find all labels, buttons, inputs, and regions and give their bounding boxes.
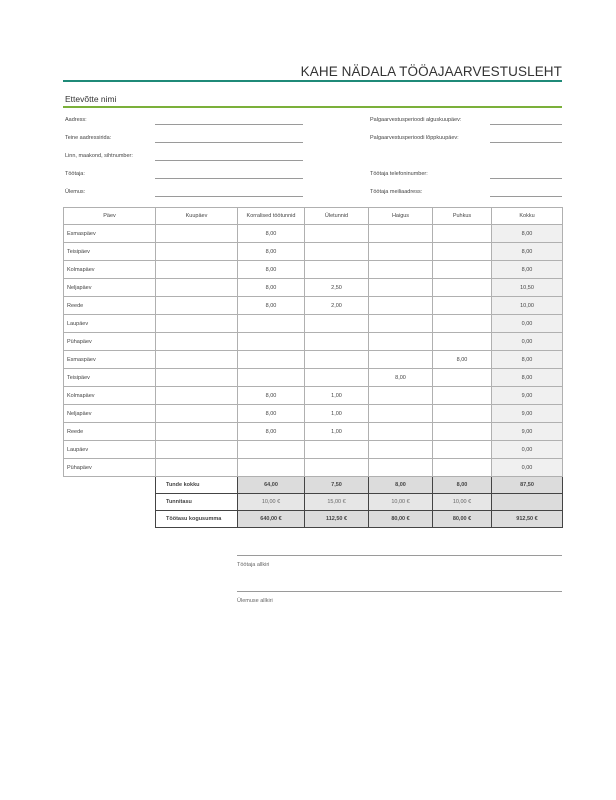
day-cell: Pühapäev — [64, 459, 156, 477]
date-cell[interactable] — [156, 405, 238, 423]
phone-field[interactable] — [490, 178, 562, 179]
sick-cell[interactable] — [369, 297, 433, 315]
date-cell[interactable] — [156, 441, 238, 459]
date-cell[interactable] — [156, 423, 238, 441]
overtime-cell[interactable] — [305, 261, 369, 279]
summary-label: Tunnitasu — [156, 494, 238, 511]
sick-cell[interactable] — [369, 441, 433, 459]
regular-cell[interactable]: 8,00 — [238, 261, 305, 279]
day-cell: Reede — [64, 297, 156, 315]
vacation-cell[interactable] — [433, 261, 492, 279]
date-cell[interactable] — [156, 387, 238, 405]
table-row — [64, 279, 563, 297]
summary-cell: 8,00 — [369, 477, 433, 494]
sick-cell[interactable] — [369, 261, 433, 279]
timesheet-table — [63, 207, 563, 528]
employee-field[interactable] — [155, 178, 303, 179]
overtime-cell[interactable]: 1,00 — [305, 423, 369, 441]
overtime-cell[interactable] — [305, 369, 369, 387]
regular-cell[interactable] — [238, 441, 305, 459]
regular-cell[interactable]: 8,00 — [238, 405, 305, 423]
vacation-cell[interactable] — [433, 369, 492, 387]
day-cell: Laupäev — [64, 441, 156, 459]
sick-cell[interactable] — [369, 333, 433, 351]
summary-row-hours — [64, 477, 563, 494]
summary-cell: 8,00 — [433, 477, 492, 494]
vacation-cell[interactable] — [433, 225, 492, 243]
regular-cell[interactable]: 8,00 — [238, 279, 305, 297]
summary-label: Tunde kokku — [156, 477, 238, 494]
table-row — [64, 405, 563, 423]
summary-cell: 80,00 € — [433, 511, 492, 528]
regular-cell[interactable] — [238, 315, 305, 333]
date-cell[interactable] — [156, 333, 238, 351]
city-label: Linn, maakond, sihtnumber: — [65, 153, 133, 159]
total-cell: 8,00 — [492, 351, 563, 369]
sick-cell[interactable] — [369, 243, 433, 261]
total-cell: 0,00 — [492, 441, 563, 459]
table-row — [64, 333, 563, 351]
vacation-cell[interactable] — [433, 243, 492, 261]
date-cell[interactable] — [156, 351, 238, 369]
vacation-cell[interactable] — [433, 405, 492, 423]
total-cell: 9,00 — [492, 423, 563, 441]
overtime-cell[interactable] — [305, 333, 369, 351]
address-label: Aadress: — [65, 117, 87, 123]
table-row — [64, 351, 563, 369]
regular-cell[interactable]: 8,00 — [238, 225, 305, 243]
regular-cell[interactable]: 8,00 — [238, 297, 305, 315]
table-row — [64, 459, 563, 477]
regular-cell[interactable]: 8,00 — [238, 423, 305, 441]
date-cell[interactable] — [156, 225, 238, 243]
summary-cell: 87,50 — [492, 477, 563, 494]
day-cell: Esmaspäev — [64, 351, 156, 369]
city-field[interactable] — [155, 160, 303, 161]
address-field[interactable] — [155, 124, 303, 125]
overtime-cell[interactable] — [305, 441, 369, 459]
period-start-label: Palgaarvestusperioodi alguskuupäev: — [370, 117, 462, 123]
header-vacation: Puhkus — [433, 208, 492, 225]
sick-cell[interactable]: 8,00 — [369, 369, 433, 387]
phone-label: Töötaja telefoninumber: — [370, 171, 428, 177]
summary-cell: 640,00 € — [238, 511, 305, 528]
day-cell: Kolmapäev — [64, 261, 156, 279]
day-cell: Pühapäev — [64, 333, 156, 351]
vacation-cell[interactable] — [433, 333, 492, 351]
table-row — [64, 369, 563, 387]
rate-cell[interactable]: 15,00 € — [305, 494, 369, 511]
total-cell: 10,50 — [492, 279, 563, 297]
total-cell: 10,00 — [492, 297, 563, 315]
total-cell: 0,00 — [492, 333, 563, 351]
day-cell: Kolmapäev — [64, 387, 156, 405]
total-cell: 8,00 — [492, 225, 563, 243]
sick-cell[interactable] — [369, 387, 433, 405]
summary-row-pay — [64, 511, 563, 528]
summary-cell: 64,00 — [238, 477, 305, 494]
summary-cell — [492, 494, 563, 511]
manager-signature-line[interactable] — [237, 591, 562, 592]
table-row — [64, 423, 563, 441]
vacation-cell[interactable] — [433, 279, 492, 297]
day-cell: Laupäev — [64, 315, 156, 333]
rate-cell[interactable]: 10,00 € — [238, 494, 305, 511]
summary-cell: 912,50 € — [492, 511, 563, 528]
period-end-label: Palgaarvestusperioodi lõppkuupäev: — [370, 135, 459, 141]
summary-cell: 112,50 € — [305, 511, 369, 528]
date-cell[interactable] — [156, 261, 238, 279]
day-cell: Esmaspäev — [64, 225, 156, 243]
sick-cell[interactable] — [369, 351, 433, 369]
vacation-cell[interactable] — [433, 423, 492, 441]
vacation-cell[interactable] — [433, 387, 492, 405]
address2-label: Teine aadressirida: — [65, 135, 112, 141]
overtime-cell[interactable] — [305, 243, 369, 261]
manager-label: Ülemus: — [65, 189, 86, 195]
regular-cell[interactable] — [238, 369, 305, 387]
vacation-cell[interactable] — [433, 315, 492, 333]
sick-cell[interactable] — [369, 405, 433, 423]
summary-label: Töötasu kogusumma — [156, 511, 238, 528]
header-sick: Haigus — [369, 208, 433, 225]
total-cell: 9,00 — [492, 387, 563, 405]
total-cell: 8,00 — [492, 243, 563, 261]
header-total: Kokku — [492, 208, 563, 225]
manager-field[interactable] — [155, 196, 303, 197]
manager-signature-label: Ülemuse allkiri — [237, 598, 273, 604]
total-cell: 8,00 — [492, 369, 563, 387]
employee-label: Töötaja: — [65, 171, 85, 177]
sick-cell[interactable] — [369, 315, 433, 333]
rate-cell[interactable]: 10,00 € — [433, 494, 492, 511]
date-cell[interactable] — [156, 315, 238, 333]
date-cell[interactable] — [156, 297, 238, 315]
day-cell: Reede — [64, 423, 156, 441]
sick-cell[interactable] — [369, 225, 433, 243]
header-overtime: Ületunnid — [305, 208, 369, 225]
regular-cell[interactable]: 8,00 — [238, 387, 305, 405]
total-cell: 0,00 — [492, 459, 563, 477]
employee-signature-line[interactable] — [237, 555, 562, 556]
email-field[interactable] — [490, 196, 562, 197]
summary-row-rate — [64, 494, 563, 511]
overtime-cell[interactable] — [305, 351, 369, 369]
header-day: Päev — [64, 208, 156, 225]
period-start-field[interactable] — [490, 124, 562, 125]
table-row — [64, 243, 563, 261]
overtime-cell[interactable] — [305, 459, 369, 477]
table-row — [64, 225, 563, 243]
day-cell: Neljapäev — [64, 405, 156, 423]
page-title: KAHE NÄDALA TÖÖAJAARVESTUSLEHT — [300, 64, 562, 79]
overtime-cell[interactable]: 2,50 — [305, 279, 369, 297]
vacation-cell[interactable] — [433, 441, 492, 459]
summary-cell: 80,00 € — [369, 511, 433, 528]
table-row — [64, 261, 563, 279]
regular-cell[interactable] — [238, 459, 305, 477]
table-header-row — [64, 208, 563, 225]
overtime-cell[interactable]: 1,00 — [305, 405, 369, 423]
date-cell[interactable] — [156, 243, 238, 261]
header-regular: Korralised töötunnid — [238, 208, 305, 225]
table-row — [64, 441, 563, 459]
regular-cell[interactable] — [238, 351, 305, 369]
address2-field[interactable] — [155, 142, 303, 143]
date-cell[interactable] — [156, 279, 238, 297]
total-cell: 9,00 — [492, 405, 563, 423]
vacation-cell[interactable] — [433, 297, 492, 315]
sick-cell[interactable] — [369, 423, 433, 441]
date-cell[interactable] — [156, 369, 238, 387]
period-end-field[interactable] — [490, 142, 562, 143]
summary-cell: 7,50 — [305, 477, 369, 494]
vacation-cell[interactable]: 8,00 — [433, 351, 492, 369]
overtime-cell[interactable] — [305, 315, 369, 333]
table-row — [64, 387, 563, 405]
table-row — [64, 297, 563, 315]
total-cell: 8,00 — [492, 261, 563, 279]
vacation-cell[interactable] — [433, 459, 492, 477]
overtime-cell[interactable]: 2,00 — [305, 297, 369, 315]
regular-cell[interactable]: 8,00 — [238, 243, 305, 261]
company-divider — [63, 106, 562, 108]
table-row — [64, 315, 563, 333]
company-name[interactable]: Ettevõtte nimi — [65, 94, 117, 104]
header-date: Kuupäev — [156, 208, 238, 225]
day-cell: Neljapäev — [64, 279, 156, 297]
title-divider — [63, 80, 562, 82]
rate-cell[interactable]: 10,00 € — [369, 494, 433, 511]
employee-signature-label: Töötaja allkiri — [237, 562, 270, 568]
regular-cell[interactable] — [238, 333, 305, 351]
date-cell[interactable] — [156, 459, 238, 477]
overtime-cell[interactable] — [305, 225, 369, 243]
day-cell: Teisipäev — [64, 369, 156, 387]
day-cell: Teisipäev — [64, 243, 156, 261]
sick-cell[interactable] — [369, 279, 433, 297]
overtime-cell[interactable]: 1,00 — [305, 387, 369, 405]
total-cell: 0,00 — [492, 315, 563, 333]
sick-cell[interactable] — [369, 459, 433, 477]
email-label: Töötaja meiliaadress: — [370, 189, 423, 195]
